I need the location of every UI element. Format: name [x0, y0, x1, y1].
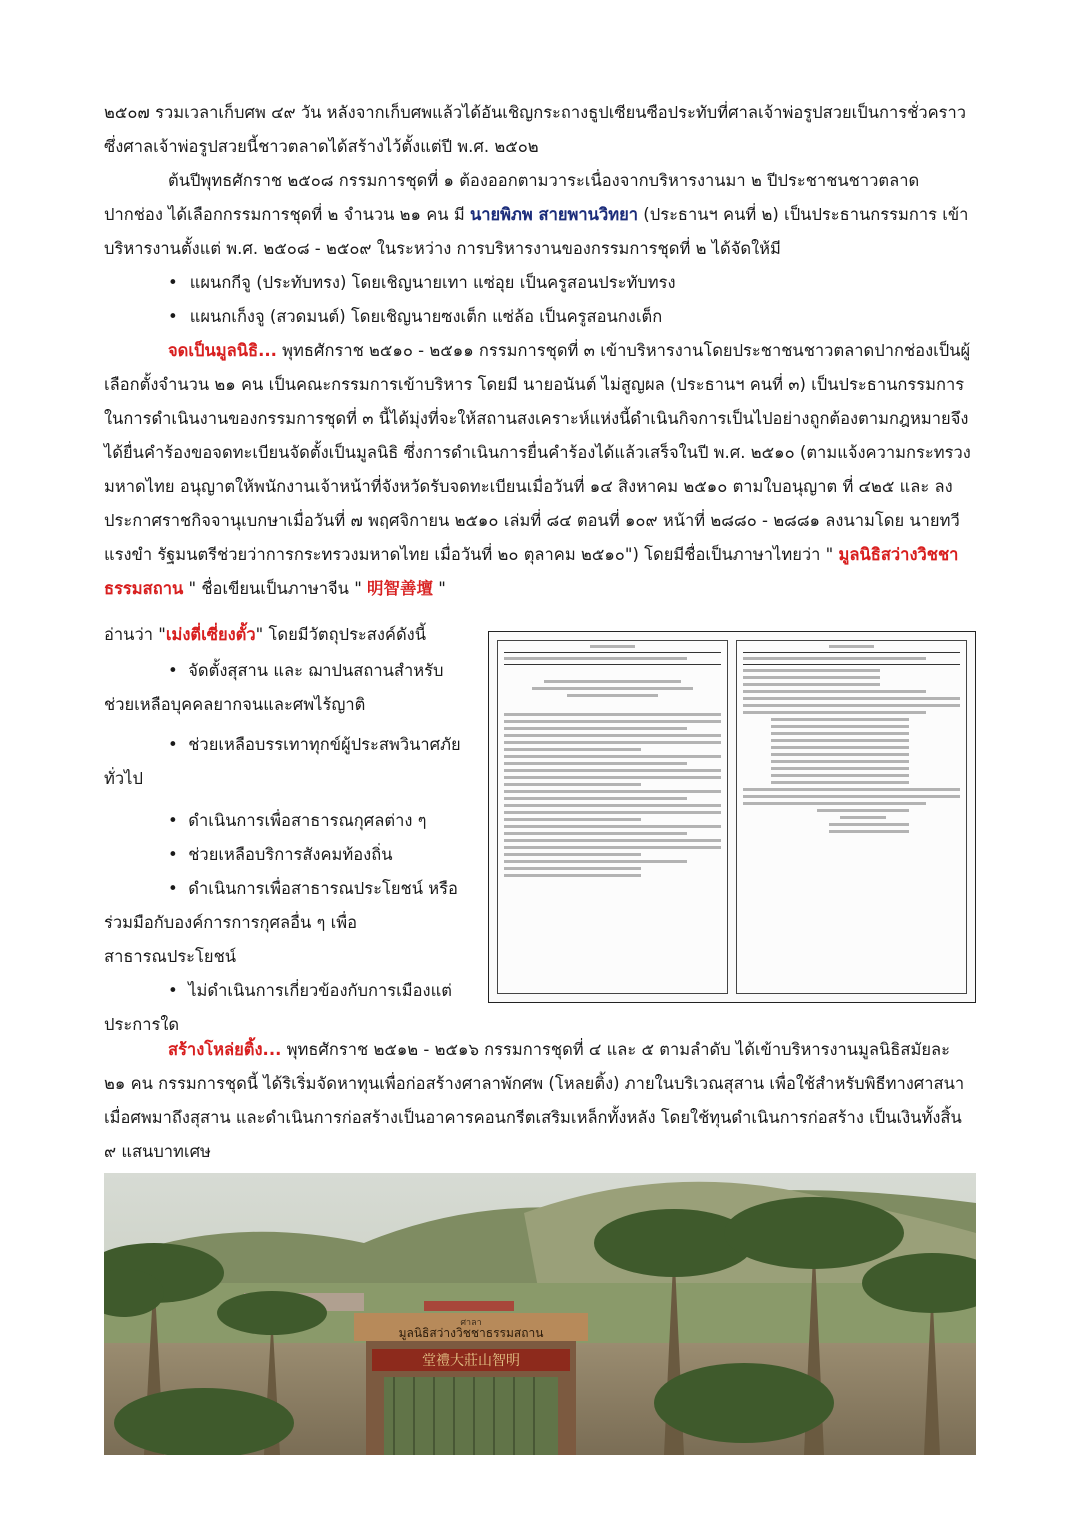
paragraph-3 — [104, 334, 976, 606]
paragraph-3-text-c: " — [433, 579, 446, 598]
objective-item: • ช่วยเหลือบริการสังคมท้องถิ่น — [168, 845, 393, 864]
hall-sign-chinese: 堂禮大莊山智明 — [422, 1353, 520, 1369]
paragraph-4-text: พุทธศักราช ๒๕๑๒ - ๒๕๑๖ กรรมการชุดที่ ๔ และ ๕ ตามลำดับ ได้เข้าบริหารงานมูลนิธิสมัยละ ๒๑ คน กรรมการชุดนี้ ได้ริเริ่มจัดหาทุนเพื่อก่อสร้างศาลาพักศพ (โหลยติ้ง) ภายในบริเวณสุสาน เพื่อใช้สำหรับพิธีทางศาสนา เมื่อศพมาถึงสุสาน และดำเนินการก่อสร้างเป็นอาคารคอนกรีตเสริมเหล็กทั้งหลัง โดยใช้ทุนดำเนินการก่อสร้าง เป็นเงินทั้งสิ้น ๙ แสนบาทเศษ — [104, 1040, 965, 1161]
royal-gazette-scan — [488, 631, 976, 1003]
paragraph-4 — [104, 1033, 976, 1169]
hall-photo — [104, 1173, 976, 1455]
objective-item: • ช่วยเหลือบรรเทาทุกข์ผู้ประสพวินาศภัยทั่วไป — [104, 735, 461, 788]
bullet-item: • แผนกกีจู (ประทับทรง) โดยเชิญนายเทา แซ่อุย เป็นครูสอนประทับทรง — [104, 266, 976, 300]
hall-photo-illustration — [104, 1173, 976, 1455]
objective-text: ช่วยเหลือบรรเทาทุกข์ผู้ประสพวินาศภัยทั่วไป — [104, 735, 461, 788]
section-heading-hall: สร้างโหล่ยติ้ง... — [168, 1040, 282, 1059]
gazette-page-left — [497, 640, 728, 994]
objective-item: • จัดตั้งสุสาน และ ฌาปนสถานสำหรับช่วยเหลือบุคคลยากจนและศพไร้ญาติ — [104, 661, 444, 714]
objectives-intro: " โดยมีวัตถุประสงค์ดังนี้ — [255, 625, 427, 644]
hall-sign-thai: มูลนิธิสว่างวิชชาธรรมสถาน — [398, 1326, 544, 1340]
objective-item: • ดำเนินการเพื่อสาธารณกุศลต่าง ๆ — [168, 811, 427, 830]
objective-text: ดำเนินการเพื่อสาธารณประโยชน์ หรือร่วมมือกับองค์การการกุศลอื่น ๆ เพื่อสาธารณประโยชน์ — [104, 879, 458, 966]
objective-text: ไม่ดำเนินการเกี่ยวข้องกับการเมืองแต่ประการใด — [104, 981, 452, 1034]
bullet-item: • แผนกเก็งจู (สวดมนต์) โดยเชิญนายซงเต็ก แซ่ล้อ เป็นครูสอนกงเต็ก — [104, 300, 976, 334]
objective-item: • ไม่ดำเนินการเกี่ยวข้องกับการเมืองแต่ประการใด — [104, 981, 452, 1034]
objectives-column — [104, 618, 464, 1042]
read-as-text: อ่านว่า " — [104, 625, 166, 644]
objective-item: • ดำเนินการเพื่อสาธารณประโยชน์ หรือร่วมมือกับองค์การการกุศลอื่น ๆ เพื่อสาธารณประโยชน์ — [104, 879, 458, 966]
paragraph-3-text: พุทธศักราช ๒๕๑๐ - ๒๕๑๑ กรรมการชุดที่ ๓ เข้าบริหารงานโดยประชาชนชาวตลาดปากช่องเป็นผู้เลือกตั้งจำนวน ๒๑ คน เป็นคณะกรรมการเข้าบริหาร โดยมี นายอนันต์ ไม่สูญผล (ประธานฯ คนที่ ๓) เป็นประธานกรรมการในการดำเนินงานของกรรมการชุดที่ ๓ นี้ได้มุ่งที่จะให้สถานสงเคราะห์แห่งนี้ดำเนินกิจการเป็นไปอย่างถูกต้องตามกฎหมายจึงได้ยื่นคำร้องขอจดทะเบียนจัดตั้งเป็นมูลนิธิ ซึ่งการดำเนินการยื่นคำร้องได้แล้วเสร็จในปี พ.ศ. ๒๕๑๐ (ตามแจ้งความกระทรวงมหาดไทย อนุญาตให้พนักงานเจ้าหน้าที่จังหวัดรับจดทะเบียนเมื่อวันที่ ๑๔ สิงหาคม ๒๕๑๐ ตามใบอนุญาต ที่ ๔๒๕ และ ลงประกาศราชกิจจานุเบกษาเมื่อวันที่ ๗ พฤศจิกายน ๒๕๑๐ เล่มที่ ๘๔ ตอนที่ ๑๐๙ หน้าที่ ๒๘๘๐ - ๒๘๘๑ ลงนามโดย นายทวี แรงขำ รัฐมนตรีช่วยว่าการกระทรวงมหาดไทย เมื่อวันที่ ๒๐ ตุลาคม ๒๕๑๐") โดยมีชื่อเป็นภาษาไทยว่า " — [104, 341, 971, 564]
foundation-chinese-name: 明智善壇 — [367, 579, 434, 598]
paragraph-3-continued — [104, 618, 464, 652]
objective-text: จัดตั้งสุสาน และ ฌาปนสถานสำหรับช่วยเหลือบุคคลยากจนและศพไร้ญาติ — [104, 661, 444, 714]
paragraph-3-text-b: " ชื่อเขียนเป็นภาษาจีน " — [183, 579, 368, 598]
foundation-thai-name: มูลนิธิสว่างวิชชาธรรมสถาน — [104, 545, 959, 598]
objective-text: ดำเนินการเพื่อสาธารณกุศลต่าง ๆ — [188, 811, 427, 830]
chinese-reading: เม่งตี่เซี่ยงตั้ว — [165, 625, 256, 644]
paragraph-2-text-b: (ประธานฯ คนที่ ๒) เป็นประธานกรรมการ เข้าบริหารงานตั้งแต่ พ.ศ. ๒๕๐๘ - ๒๕๐๙ ในระหว่าง การบริหารงานของกรรมการชุดที่ ๒ ได้จัดให้มี — [104, 205, 969, 258]
section-heading-foundation: จดเป็นมูลนิธิ... — [168, 341, 277, 360]
objective-text: ช่วยเหลือบริการสังคมท้องถิ่น — [188, 845, 393, 864]
chairman-name: นายพิภพ สายพานวิทยา — [469, 205, 639, 224]
paragraph-2 — [104, 164, 976, 266]
paragraph-1: ๒๕๐๗ รวมเวลาเก็บศพ ๔๙ วัน หลังจากเก็บศพแล้วได้อันเชิญกระถางธูปเซียนซือประทับที่ศาลเจ้าพ่อรูปสวยเป็นการชั่วคราว ซึ่งศาลเจ้าพ่อรูปสวยนี้ชาวตลาดได้สร้างไว้ตั้งแต่ปี พ.ศ. ๒๕๐๒ — [104, 103, 967, 156]
hall-sign-top: ศาลา — [460, 1318, 482, 1328]
main-text-top — [104, 96, 976, 606]
gazette-page-right — [736, 640, 967, 994]
main-text-bottom — [104, 1033, 976, 1169]
paragraph-2-text: ต้นปีพุทธศักราช ๒๕๐๘ กรรมการชุดที่ ๑ ต้องออกตามวาระเนื่องจากบริหารงานมา ๒ ปีประชาชนชาวตลาดปากช่อง ได้เลือกกรรมการชุดที่ ๒ จำนวน ๒๑ คน มี — [104, 171, 920, 224]
